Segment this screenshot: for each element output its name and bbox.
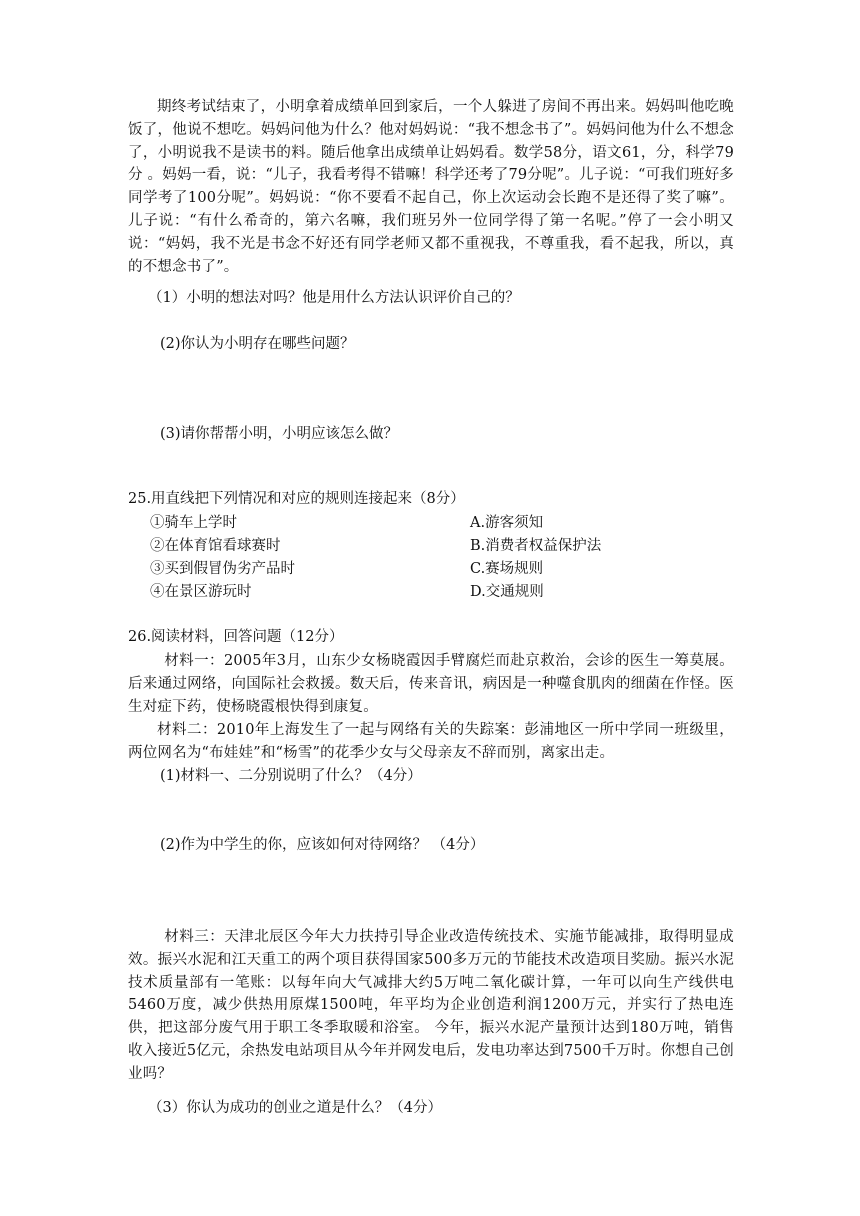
material-3: 材料三：天津北辰区今年大力扶持引导企业改造传统技术、实施节能减排，取得明显成效。振兴水泥和江天重工的两个项目获得国家500多万元的节能技术改造项目奖励。振兴水泥技术质量部有一笔账：以每年向大气减排大约5万吨二氧化碳计算，一年可以向生产线供电5460万度，减少供热用原煤1500吨，年平均为企业创造利润1200万元，并实行了热电连供，把这部分废气用于职工冬季取暖和浴室。 今年，振兴水泥产量预计达到180万吨，销售收入接近5亿元，余热发电站项目从今年并网发电后，发电功率达到7500千万时。你想自己创业吗？: [128, 929, 734, 1082]
question-26-title: 26.阅读材料，回答问题（12分）: [128, 629, 344, 645]
q25-situation-3: ③买到假冒伪劣产品时: [150, 561, 295, 577]
q25-rule-a: A.游客须知: [470, 515, 544, 531]
q25-rule-b: B.消费者权益保护法: [470, 538, 602, 554]
material-2: 材料二：2010年上海发生了一起与网络有关的失踪案：彭浦地区一所中学同一班级里，两位网名为“布娃娃”和“杨雪”的花季少女与父母亲友不辞而别，离家出走。: [128, 722, 734, 761]
question-25-title: 25.用直线把下列情况和对应的规则连接起来（8分）: [128, 491, 465, 507]
q26-question-3: （3）你认为成功的创业之道是什么？（4分）: [148, 1100, 442, 1116]
q25-situation-2: ②在体育馆看球赛时: [150, 538, 281, 554]
q25-rule-c: C.赛场规则: [470, 561, 544, 577]
q25-situation-4: ④在景区游玩时: [150, 584, 252, 600]
q25-situation-1: ①骑车上学时: [150, 515, 237, 531]
story-question-2: (2)你认为小明存在哪些问题？: [160, 336, 355, 352]
q26-question-2: (2)作为中学生的你，应该如何对待网络？ （4分）: [160, 837, 485, 853]
story-paragraph: 期终考试结束了，小明拿着成绩单回到家后，一个人躲进了房间不再出来。妈妈叫他吃晚饭了，他说不想吃。妈妈问他为什么？他对妈妈说：“我不想念书了”。妈妈问他为什么不想念了，小明说我不是读书的料。随后他拿出成绩单让妈妈看。数学58分，语文61，分，科学79分 。妈妈一看，说：“儿子，我看考得不错嘛！科学还考了79分呢”。儿子说：“可我们班好多同学考了100分呢”。妈妈说：“你不要看不起自己，你上次运动会长跑不是还得了奖了嘛”。儿子说：“有什么希奇的，第六名嘛，我们班另外一位同学得了第一名呢。”停了一会小明又说：“妈妈，我不光是书念不好还有同学老师又都不重视我，不尊重我，看不起我，所以，真的不想念书了”。: [128, 99, 734, 275]
story-question-1: （1）小明的想法对吗？他是用什么方法认识评价自己的？: [148, 290, 520, 306]
q25-rule-d: D.交通规则: [470, 584, 544, 600]
material-1: 材料一：2005年3月，山东少女杨晓霞因手臂腐烂而赴京救治，会诊的医生一筹莫展。后来通过网络，向国际社会救援。数天后，传来音讯，病因是一种噬食肌肉的细菌在作怪。医生对症下药，使杨晓霞根快得到康复。: [128, 653, 734, 715]
story-question-3: (3)请你帮帮小明，小明应该怎么做？: [160, 426, 399, 442]
q26-question-1: (1)材料一、二分别说明了什么？（4分）: [160, 768, 422, 784]
